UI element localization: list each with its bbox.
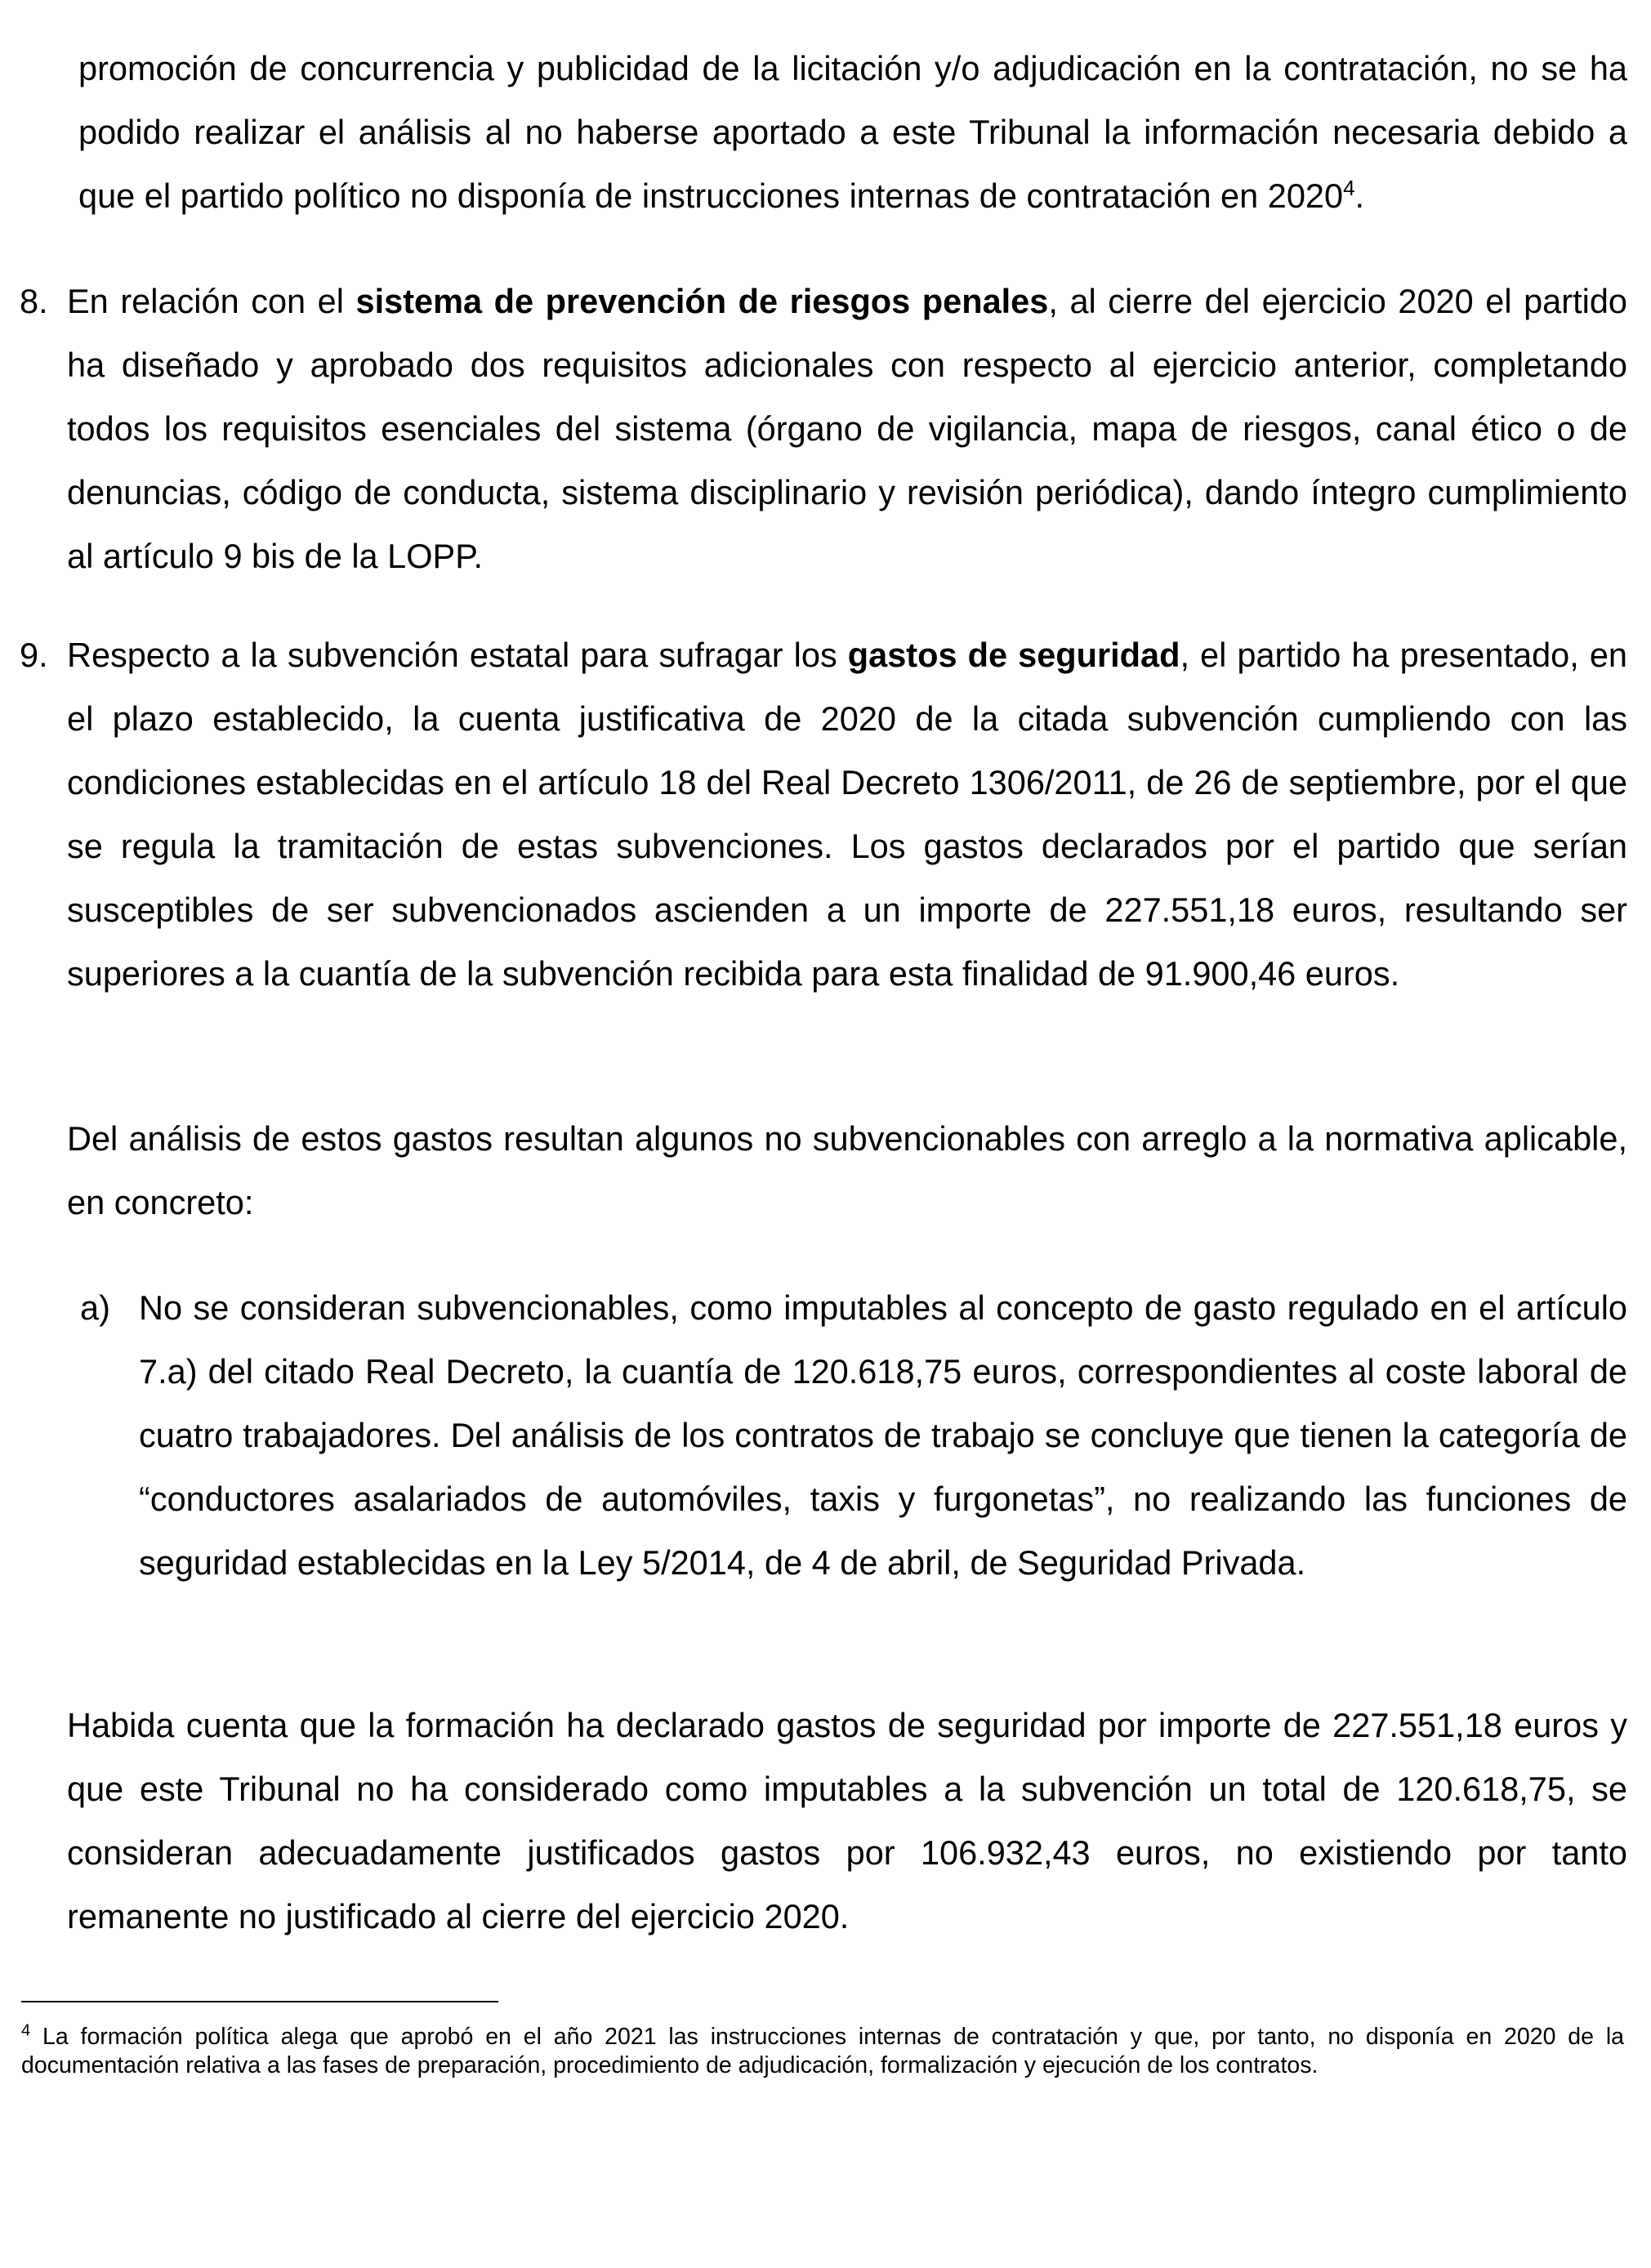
item-8-text-pre: En relación con el: [67, 282, 356, 320]
item-9-text-post: , el partido ha presentado, en el plazo establecido, la cuenta justificativa de 2020 de la citada subvención cumpliendo con las condiciones establecidas en el artículo 18 del Real Decreto 1306/2011, de 26 de septiembre, por el que se regula la tramitación de estas subvenciones. Los gastos declarados por el partido que serían susceptibles de ser subvencionados ascienden a un importe de 227.551,18 euros, resultando ser superiores a la cuantía de la subvención recibida para esta finalidad de 91.900,46 euros.: [67, 636, 1627, 993]
sub-item-a-label: a): [80, 1288, 110, 1327]
item-8-number: 8.: [20, 282, 48, 320]
footnote-4: [21, 2023, 1624, 2080]
intro-end: .: [1354, 176, 1365, 215]
footnote-separator: [21, 2001, 498, 2002]
intro-text: promoción de concurrencia y publicidad de la licitación y/o adjudicación en la contratación, no se ha podido realizar el análisis al no haberse aportado a este Tribunal la información necesaria debido a que el partido político no disponía de instrucciones internas de contratación en 2020: [78, 49, 1627, 215]
analysis-paragraph: Del análisis de estos gastos resultan algunos no subvencionables con arreglo a la normativa aplicable, en concreto:: [67, 1119, 1627, 1221]
item-9-bold-term: gastos de seguridad: [847, 636, 1180, 674]
intro-paragraph: [78, 37, 1627, 228]
footnote-text: La formación política alega que aprobó en el año 2021 las instrucciones internas de contratación y que, por tanto, no disponía en 2020 de la documentación relativa a las fases de preparación, procedimiento de adjudicación, formalización y ejecución de los contratos.: [21, 2024, 1624, 2078]
item-8-paragraph: [67, 270, 1627, 588]
footnote-number: 4: [21, 2021, 31, 2040]
item-9-number: 9.: [20, 636, 48, 674]
item-8-bold-term: sistema de prevención de riesgos penales: [355, 282, 1049, 320]
sub-item-a-paragraph: No se consideran subvencionables, como imputables al concepto de gasto regulado en el artículo 7.a) del citado Real Decreto, la cuantía de 120.618,75 euros, correspondientes al coste laboral de cuatro trabajadores. Del análisis de los contratos de trabajo se concluye que tienen la categoría de “conductores asalariados de automóviles, taxis y furgonetas”, no realizando las funciones de seguridad establecidas en la Ley 5/2014, de 4 de abril, de Seguridad Privada.: [139, 1288, 1627, 1582]
item-9-paragraph: [67, 623, 1627, 1006]
conclusion-paragraph: Habida cuenta que la formación ha declarado gastos de seguridad por importe de 227.551,18 euros y que este Tribunal no ha considerado como imputables a la subvención un total de 120.618,75, se consideran adecuadamente justificados gastos por 106.932,43 euros, no existiendo por tanto remanente no justificado al cierre del ejercicio 2020.: [67, 1706, 1627, 1935]
item-8-text-post: , al cierre del ejercicio 2020 el partido ha diseñado y aprobado dos requisitos adicionales con respecto al ejercicio anterior, completando todos los requisitos esenciales del sistema (órgano de vigilancia, mapa de riesgos, canal ético o de denuncias, código de conducta, sistema disciplinario y revisión periódica), dando íntegro cumplimiento al artículo 9 bis de la LOPP.: [67, 282, 1627, 575]
footnote-ref-4[interactable]: 4: [1343, 176, 1355, 201]
item-9-text-pre: Respecto a la subvención estatal para sufragar los: [67, 636, 848, 674]
